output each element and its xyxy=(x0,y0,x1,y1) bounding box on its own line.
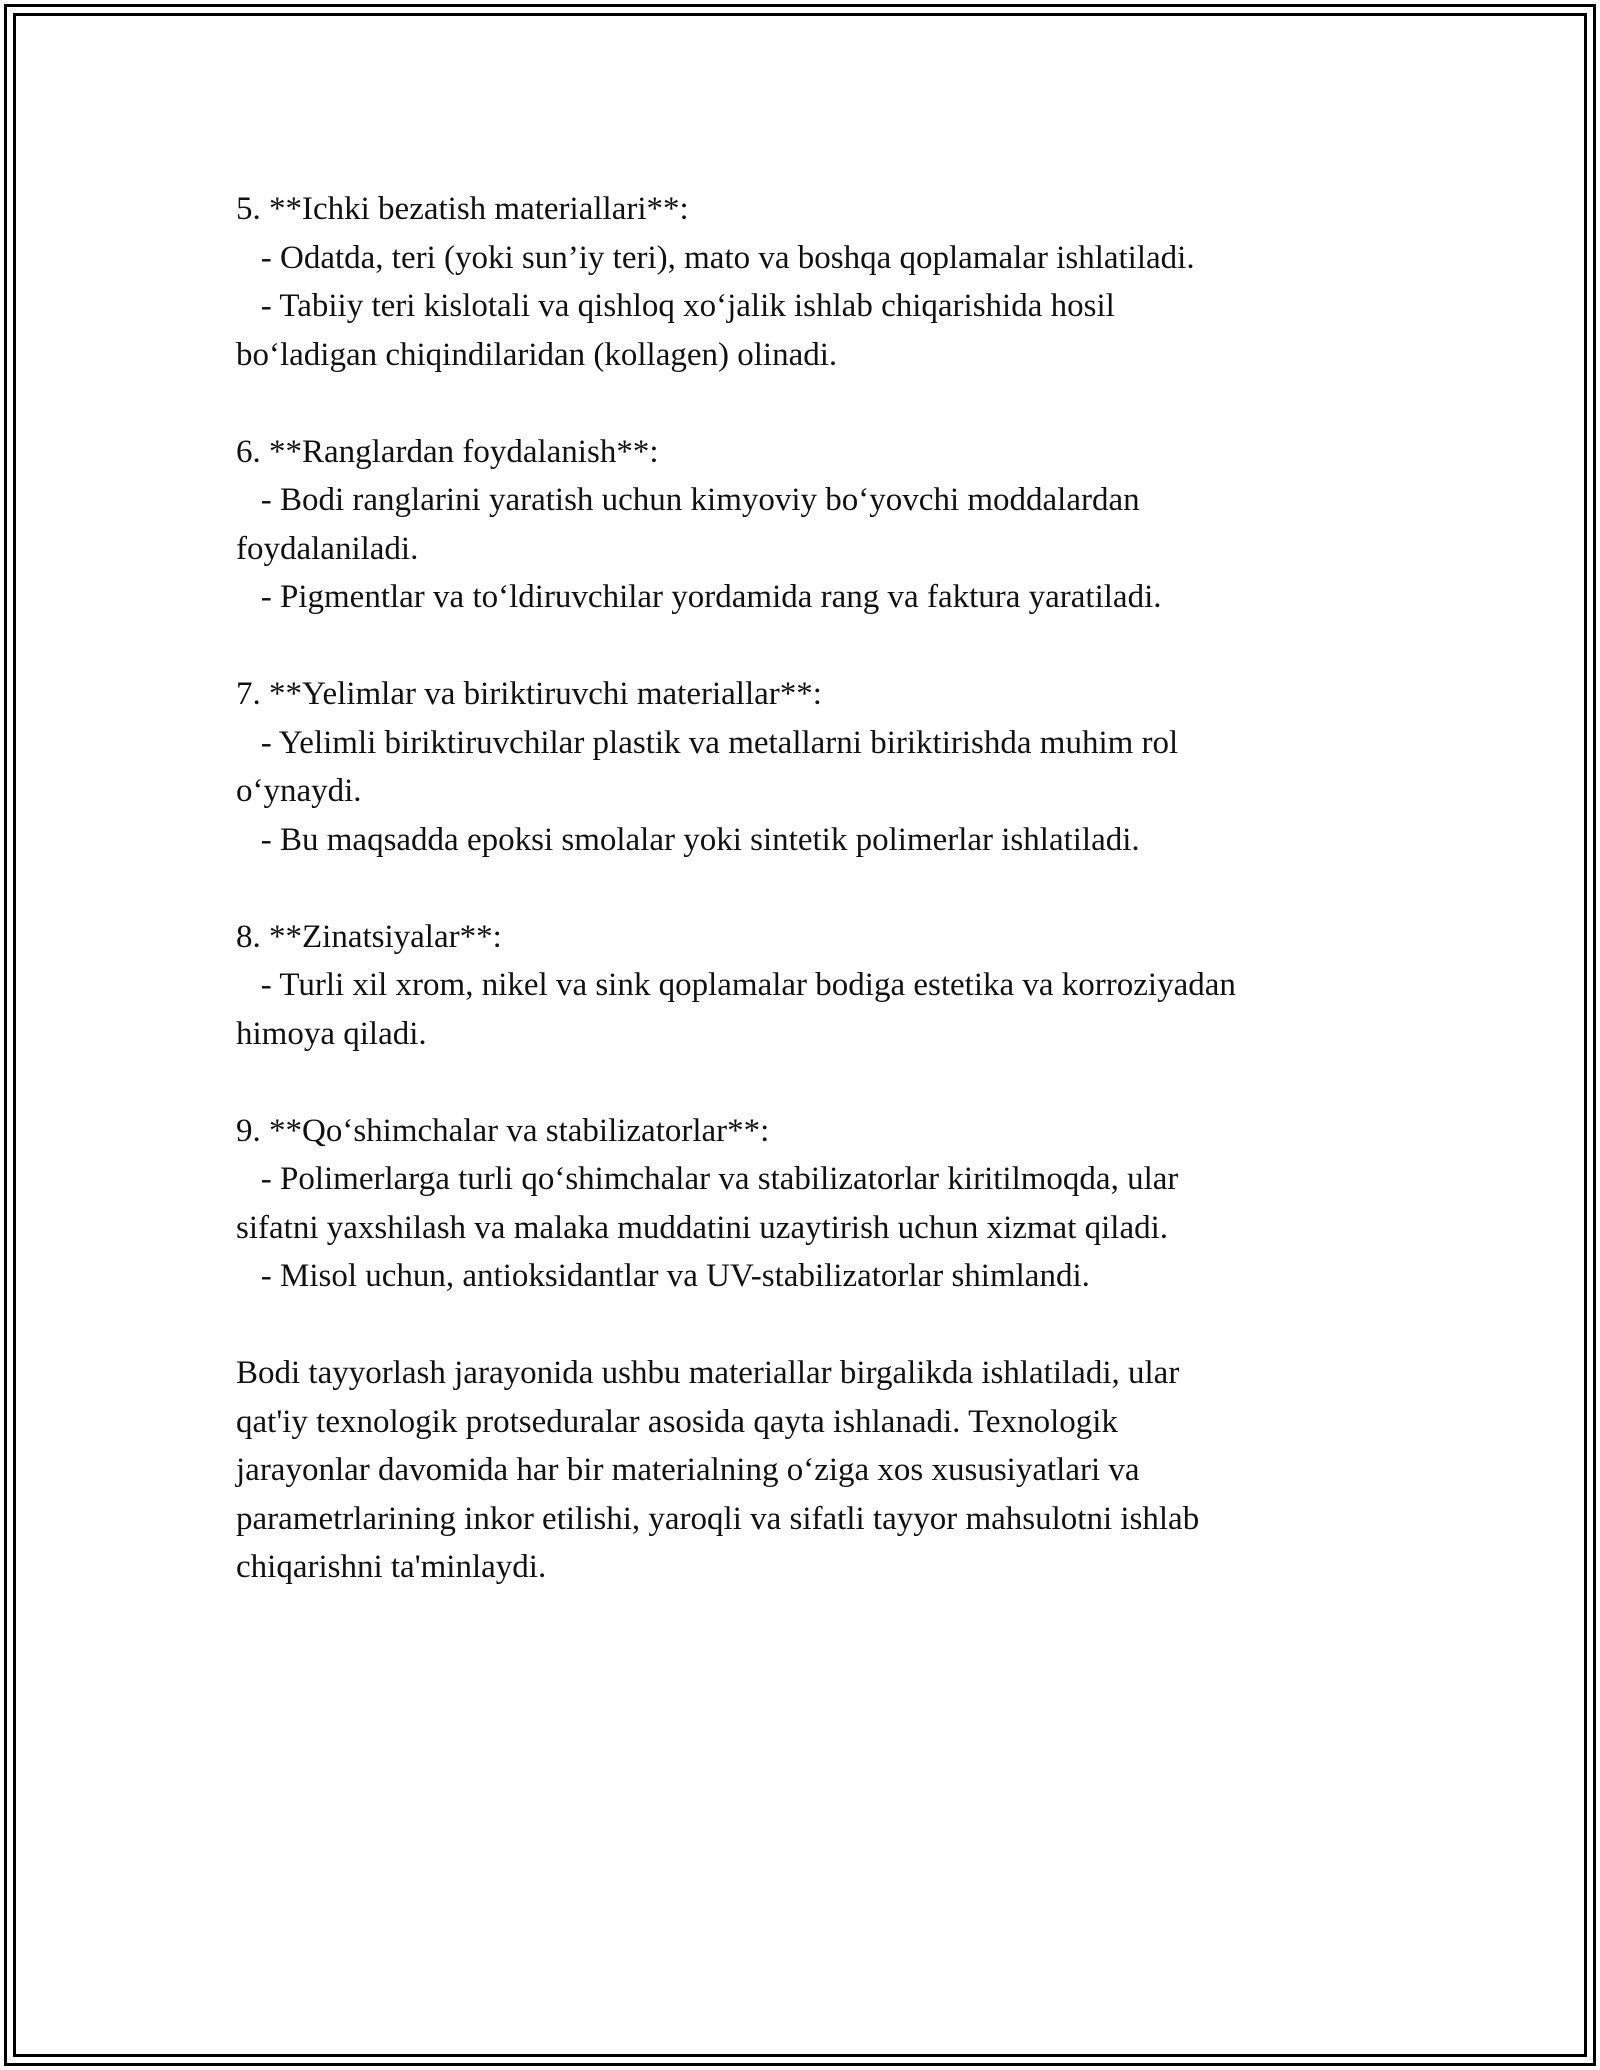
text-line: - Polimerlarga turli qo‘shimchalar va stabilizatorlar kiritilmoqda, ular xyxy=(236,1161,1179,1197)
section-additives xyxy=(236,1107,1376,1301)
text-line: himoya qiladi. xyxy=(236,1015,427,1052)
text-line: - Odatda, teri (yoki sun’iy teri), mato va boshqa qoplamalar ishlatiladi. xyxy=(236,239,1195,276)
text-line: - Turli xil xrom, nikel va sink qoplamalar bodiga estetika va korroziyadan xyxy=(236,967,1236,1003)
section-colors xyxy=(236,428,1376,622)
text-line: Bodi tayyorlash jarayonida ushbu materiallar birgalikda ishlatiladi, ular xyxy=(236,1355,1180,1391)
section-heading: 7. **Yelimlar va biriktiruvchi materiallar**: xyxy=(236,676,822,712)
text-line: chiqarishni ta'minlaydi. xyxy=(236,1549,547,1585)
document-body xyxy=(236,185,1376,1592)
text-line: - Bodi ranglarini yaratish uchun kimyoviy bo‘yovchi moddalardan xyxy=(236,482,1140,518)
text-line: parametrlarining inkor etilishi, yaroqli va sifatli tayyor mahsulotni ishlab xyxy=(236,1500,1200,1537)
section-conclusion xyxy=(236,1349,1376,1592)
section-heading: 8. **Zinatsiyalar**: xyxy=(236,918,502,955)
section-heading: 9. **Qo‘shimchalar va stabilizatorlar**: xyxy=(236,1112,770,1149)
text-line: foydalaniladi. xyxy=(236,530,419,567)
section-interior-materials xyxy=(236,185,1376,379)
text-line: - Pigmentlar va to‘ldiruvchilar yordamida rang va faktura yaratiladi. xyxy=(236,579,1162,615)
section-adhesives xyxy=(236,670,1376,864)
text-line: - Misol uchun, antioksidantlar va UV-stabilizatorlar shimlandi. xyxy=(236,1258,1090,1294)
text-line: jarayonlar davomida har bir materialning o‘ziga xos xususiyatlari va xyxy=(236,1452,1140,1488)
text-line: - Tabiiy teri kislotali va qishloq xo‘jalik ishlab chiqarishida hosil xyxy=(236,288,1115,324)
section-heading: 6. **Ranglardan foydalanish**: xyxy=(236,433,659,470)
text-line: qat'iy texnologik protseduralar asosida qayta ishlanadi. Texnologik xyxy=(236,1403,1118,1440)
section-trim xyxy=(236,913,1376,1059)
text-line: o‘ynaydi. xyxy=(236,773,362,809)
text-line: - Yelimli biriktiruvchilar plastik va metallarni biriktirishda muhim rol xyxy=(236,724,1179,761)
text-line: bo‘ladigan chiqindilaridan (kollagen) olinadi. xyxy=(236,336,838,373)
text-line: - Bu maqsadda epoksi smolalar yoki sintetik polimerlar ishlatiladi. xyxy=(236,821,1140,858)
section-heading: 5. **Ichki bezatish materiallari**: xyxy=(236,191,689,227)
text-line: sifatni yaxshilash va malaka muddatini uzaytirish uchun xizmat qiladi. xyxy=(236,1209,1169,1246)
